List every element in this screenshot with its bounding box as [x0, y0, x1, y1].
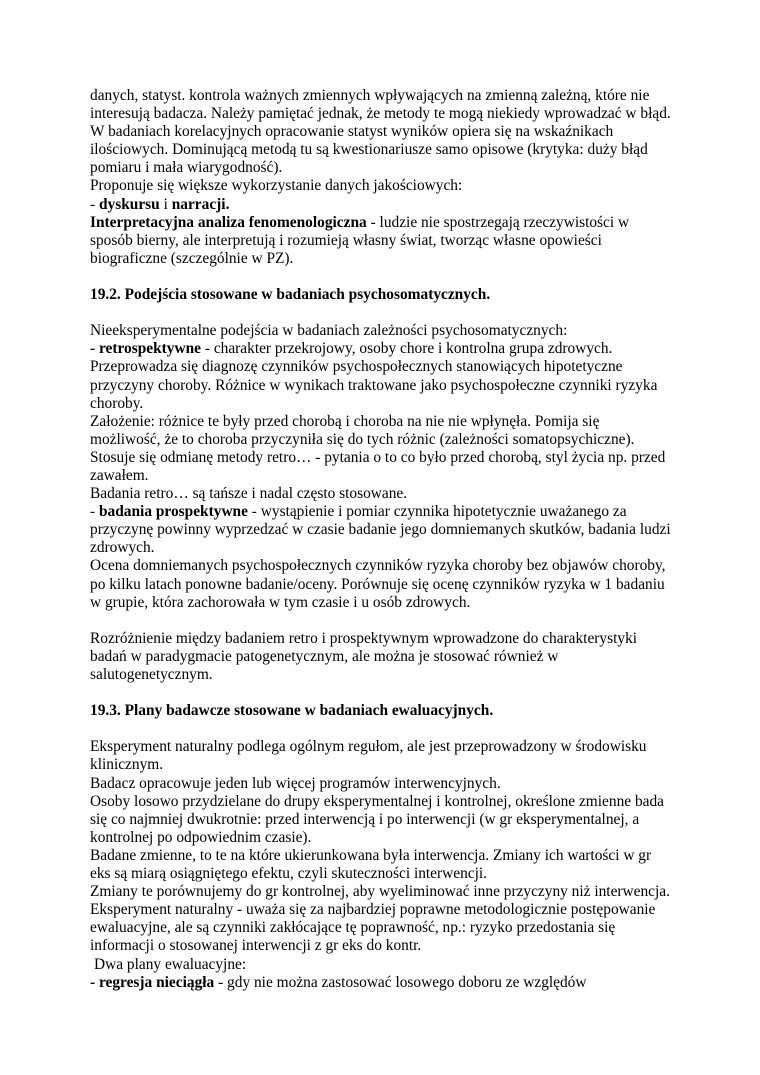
text-line: pomiaru i mała wiarygodność).: [90, 159, 283, 177]
text-line: W badaniach korelacyjnych opracowanie statyst wyników opiera się na wskaźnikach: [90, 123, 614, 141]
text-line: kontrolnej po odpowiednim czasie).: [90, 828, 312, 846]
text-line: badań w paradygmacie patogenetycznym, ale można je stosować również w: [90, 647, 559, 665]
term-discourse: dyskursu: [98, 195, 160, 213]
text-line: po kilku latach ponowne badanie/oceny. Porównuje się ocenę czynników ryzyka w 1 badaniu: [90, 575, 665, 593]
term-definition: - charakter przekrojowy, osoby chore i kontrolna grupa zdrowych.: [201, 340, 613, 358]
term-regression: - regresja nieciągła: [90, 973, 215, 991]
text-line: salutogenetycznym.: [90, 666, 213, 683]
list-item-prospective: [90, 503, 700, 521]
term-definition: - ludzie nie spostrzegają rzeczywistości w: [366, 213, 630, 231]
term-definition: - wystąpienie i pomiar czynnika hipotetycznie uważanego za: [247, 503, 627, 521]
text-line: Proponuje się większe wykorzystanie danych jakościowych:: [90, 177, 463, 195]
spacer: [90, 612, 700, 630]
text-line: przyczyny choroby. Różnice w wynikach traktowane jako psychospołeczne czynniki ryzyka: [90, 376, 658, 394]
text-line: Ocena domniemanych psychospołecznych czynników ryzyka choroby bez objawów choroby,: [90, 557, 666, 575]
term-retrospective: - retrospektywne: [90, 340, 201, 358]
text-line: ilościowych. Dominującą metodą tu są kwestionariusze samo opisowe (krytyka: duży błąd: [90, 141, 648, 159]
text-line: Osoby losowo przydzielane do drupy eksperymentalnej i kontrolnej, określone zmienne bada: [90, 792, 664, 810]
spacer: [90, 304, 700, 322]
text-line: przyczynę powinny wyprzedzać w czasie badanie jego domniemanych skutków, badania ludzi: [90, 521, 671, 539]
text-line: danych, statyst. kontrola ważnych zmiennych wpływających na zmienną zależną, które nie: [90, 87, 650, 104]
section-19-2-body: [90, 322, 700, 612]
text-line: Badania retro… są tańsze i nadal często stosowane.: [90, 485, 408, 503]
spacer: [90, 720, 700, 738]
spacer: [90, 684, 700, 702]
dash: -: [90, 503, 99, 521]
text-line: Stosuje się odmianę metody retro… - pytania o to co było przed chorobą, styl życia np. przed: [90, 448, 666, 466]
list-item-regression: [90, 974, 700, 992]
intro-section: [90, 87, 700, 268]
text-line: interesują badacza. Należy pamiętać jednak, że metody te mogą niekiedy wprowadzać w błąd.: [90, 105, 671, 123]
term-ipa: Interpretacyjna analiza fenomenologiczna: [90, 213, 367, 231]
conjunction: i: [159, 195, 172, 213]
distinction-paragraph: [90, 630, 700, 684]
text-line: Eksperyment naturalny - uważa się za najbardziej poprawne metodologicznie postępowanie: [90, 901, 656, 919]
text-line: Eksperyment naturalny podlega ogólnym regułom, ale jest przeprowadzony w środowisku: [90, 738, 647, 756]
text-line: klinicznym.: [90, 756, 164, 774]
term-prospective: badania prospektywne: [98, 503, 248, 521]
text-line: zdrowych.: [90, 539, 155, 557]
spacer: [90, 268, 700, 286]
section-heading-19-3: 19.3. Plany badawcze stosowane w badaniach ewaluacyjnych.: [90, 702, 494, 720]
text-line: sposób bierny, ale interpretują i rozumieją własny świat, tworząc własne opowieści: [90, 231, 602, 249]
section-19-3-body: [90, 738, 700, 991]
list-item-retrospective: [90, 340, 700, 358]
text-line: eks są miarą osiągniętego efektu, czyli skuteczności interwencji.: [90, 865, 488, 883]
term-definition: - gdy nie można zastosować losowego doboru ze względów: [214, 973, 587, 991]
text-line: Badane zmienne, to te na które ukierunkowana była interwencja. Zmiany ich wartości w gr: [90, 846, 652, 864]
text-line: ewaluacyjne, ale są czynniki zakłócające tę poprawność, np.: ryzyko przedostania się: [90, 919, 616, 937]
text-line: biograficzne (szczególnie w PZ).: [90, 249, 294, 267]
text-line: Założenie: różnice te były przed chorobą i choroba na nie nie wpłynęła. Pomija się: [90, 412, 600, 430]
text-line: Rozróżnienie między badaniem retro i prospektywnym wprowadzone do charakterystyki: [90, 629, 638, 647]
term-narration: narracji.: [171, 195, 230, 213]
list-item-discourse: [90, 196, 700, 214]
dash: -: [90, 195, 99, 213]
text-line: choroby.: [90, 394, 144, 412]
text-line: Dwa plany ewaluacyjne:: [94, 955, 247, 973]
text-line: w grupie, która zachorowała w tym czasie i u osób zdrowych.: [90, 593, 471, 611]
text-line: się co najmniej dwukrotnie: przed interwencją i po interwencji (w gr eksperymentalnej, a: [90, 810, 640, 828]
text-line: informacji o stosowanej interwencji z gr eks do kontr.: [90, 937, 422, 955]
text-line: Badacz opracowuje jeden lub więcej programów interwencyjnych.: [90, 774, 501, 792]
text-line: Nieeksperymentalne podejścia w badaniach zależności psychosomatycznych:: [90, 322, 568, 340]
text-line: Przeprowadza się diagnozę czynników psychospołecznych stanowiących hipotetyczne: [90, 358, 623, 376]
text-line: możliwość, że to choroba przyczyniła się do tych różnic (zależności somatopsychiczne).: [90, 430, 635, 448]
text-line: zawałem.: [90, 466, 149, 484]
section-heading-19-2: 19.2. Podejścia stosowane w badaniach psychosomatycznych.: [90, 286, 491, 304]
text-line: [90, 214, 700, 232]
text-line: Zmiany te porównujemy do gr kontrolnej, aby wyeliminować inne przyczyny niż interwencja.: [90, 883, 670, 901]
